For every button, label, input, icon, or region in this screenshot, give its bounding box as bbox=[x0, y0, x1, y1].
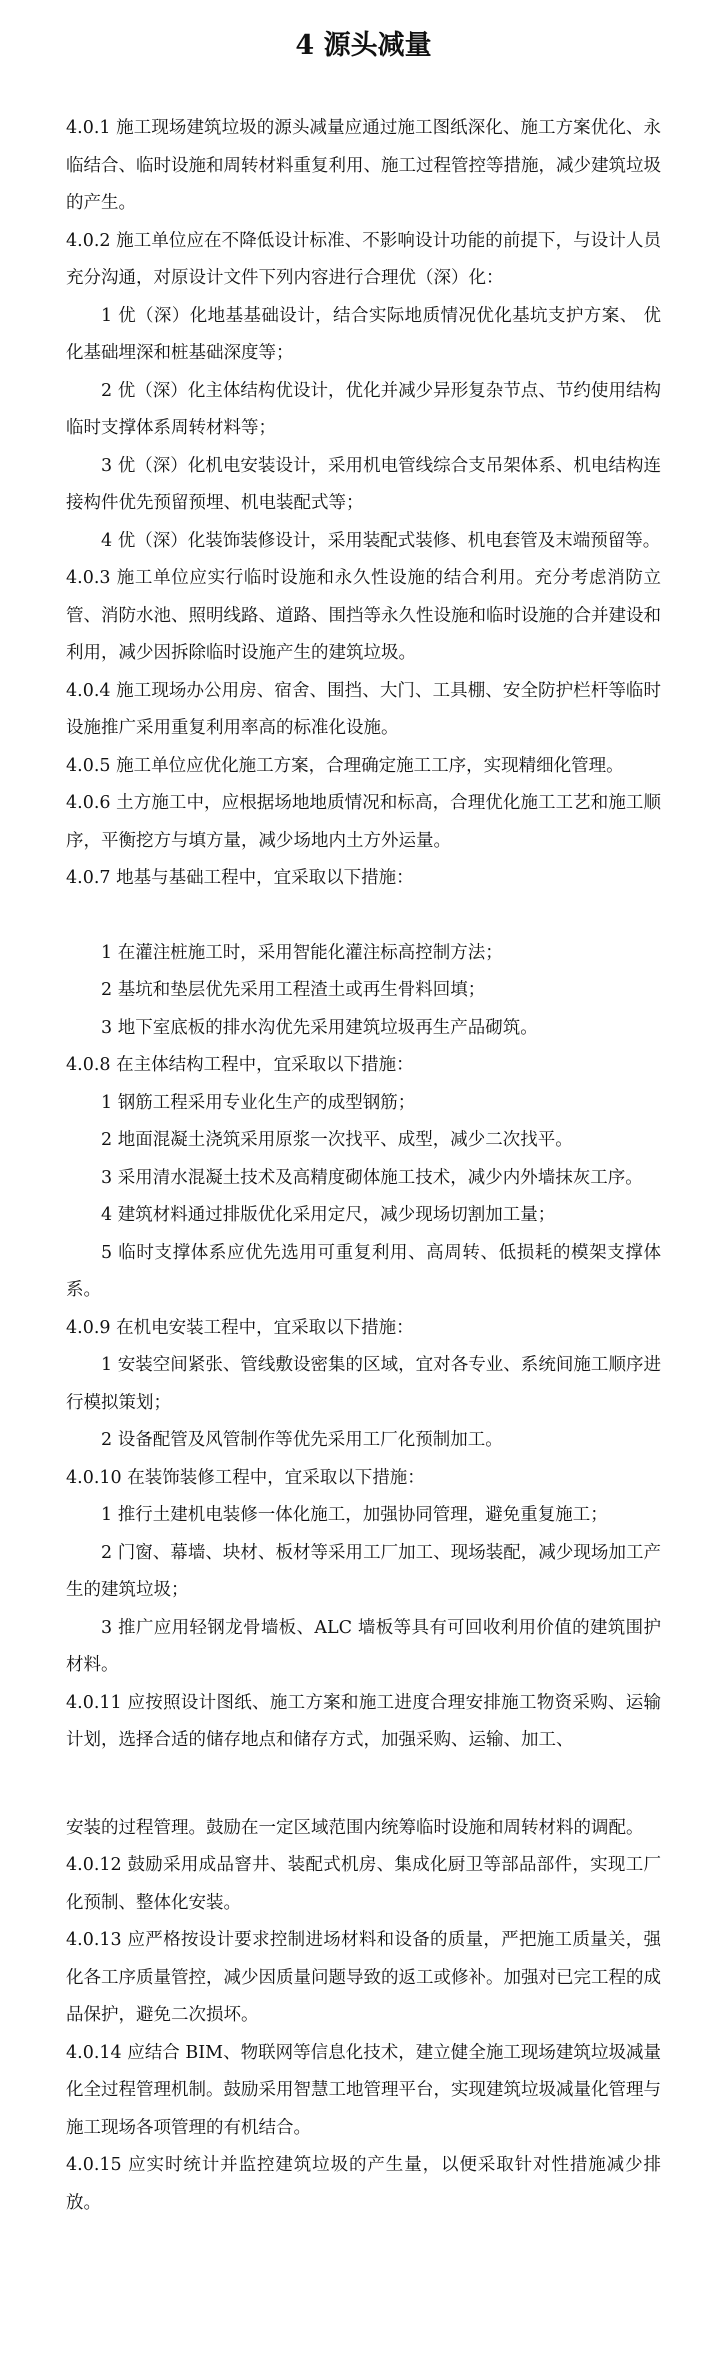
spacer bbox=[66, 898, 661, 935]
clause-paragraph: 4.0.9 在机电安装工程中，宜采取以下措施： bbox=[66, 1317, 414, 1338]
clause-paragraph: 4.0.7 地基与基础工程中，宜采取以下措施： bbox=[66, 868, 414, 888]
section-block-c bbox=[66, 1810, 661, 2223]
clause-paragraph: 4.0.8 在主体结构工程中，宜采取以下措施： bbox=[66, 1055, 414, 1075]
list-item: 3 地下室底板的排水沟优先采用建筑垃圾再生产品砌筑。 bbox=[101, 1017, 538, 1038]
list-item: 2 优（深）化主体结构优设计，优化并减少异形复杂节点、节约使用结构临时支撑体系周转材料等； bbox=[66, 380, 661, 438]
list-item: 3 推广应用轻钢龙骨墙板、ALC 墙板等具有可回收利用价值的建筑围护材料。 bbox=[66, 1617, 661, 1675]
list-item: 2 设备配管及风管制作等优先采用工厂化预制加工。 bbox=[101, 1430, 503, 1450]
clause-paragraph: 安装的过程管理。鼓励在一定区域范围内统筹临时设施和周转材料的调配。 bbox=[66, 1817, 644, 1838]
clause-paragraph: 4.0.4 施工现场办公用房、宿舍、围挡、大门、工具棚、安全防护栏杆等临时设施推广采用重复利用率高的标准化设施。 bbox=[66, 680, 661, 738]
list-item: 1 钢筋工程采用专业化生产的成型钢筋； bbox=[101, 1092, 416, 1113]
list-item: 1 推行土建机电装修一体化施工，加强协同管理，避免重复施工； bbox=[101, 1505, 608, 1525]
section-block-a bbox=[66, 110, 661, 898]
list-item: 1 安装空间紧张、管线敷设密集的区域，宜对各专业、系统间施工顺序进行模拟策划； bbox=[66, 1355, 661, 1413]
clause-paragraph: 4.0.1 施工现场建筑垃圾的源头减量应通过施工图纸深化、施工方案优化、永临结合、临时设施和周转材料重复利用、施工过程管控等措施，减少建筑垃圾的产生。 bbox=[66, 118, 661, 213]
clause-paragraph: 4.0.5 施工单位应优化施工方案，合理确定施工工序，实现精细化管理。 bbox=[66, 755, 624, 776]
clause-paragraph: 4.0.15 应实时统计并监控建筑垃圾的产生量，以便采取针对性措施减少排放。 bbox=[66, 2155, 661, 2213]
list-item: 1 优（深）化地基基础设计，结合实际地质情况优化基坑支护方案、 优化基础埋深和桩基础深度等； bbox=[66, 305, 661, 363]
spacer bbox=[66, 1760, 661, 1810]
section-block-b bbox=[66, 935, 661, 1760]
list-item: 2 基坑和垫层优先采用工程渣土或再生骨料回填； bbox=[101, 980, 486, 1000]
clause-paragraph: 4.0.10 在装饰装修工程中，宜采取以下措施： bbox=[66, 1467, 425, 1488]
list-item: 3 优（深）化机电安装设计，采用机电管线综合支吊架体系、机电结构连接构件优先预留预埋、机电装配式等； bbox=[66, 455, 661, 513]
clause-paragraph: 4.0.6 土方施工中，应根据场地地质情况和标高，合理优化施工工艺和施工顺序，平衡挖方与填方量，减少场地内土方外运量。 bbox=[66, 793, 661, 851]
page-title: 4 源头减量 bbox=[295, 30, 432, 61]
list-item: 2 门窗、幕墙、块材、板材等采用工厂加工、现场装配，减少现场加工产生的建筑垃圾； bbox=[66, 1542, 661, 1600]
clause-paragraph: 4.0.14 应结合 BIM、物联网等信息化技术，建立健全施工现场建筑垃圾减量化全过程管理机制。鼓励采用智慧工地管理平台，实现建筑垃圾减量化管理与施工现场各项管理的有机结合。 bbox=[66, 2042, 661, 2138]
list-item: 1 在灌注桩施工时，采用智能化灌注标高控制方法； bbox=[101, 942, 503, 963]
list-item: 2 地面混凝土浇筑采用原浆一次找平、成型，减少二次找平。 bbox=[101, 1130, 573, 1150]
list-item: 3 采用清水混凝土技术及高精度砌体施工技术，减少内外墙抹灰工序。 bbox=[101, 1167, 643, 1188]
clause-paragraph: 4.0.13 应严格按设计要求控制进场材料和设备的质量，严把施工质量关，强化各工序质量管控，减少因质量问题导致的返工或修补。加强对已完工程的成品保护，避免二次损坏。 bbox=[66, 1930, 661, 2025]
list-item: 4 优（深）化装饰装修设计，采用装配式装修、机电套管及末端预留等。 bbox=[101, 530, 661, 551]
clause-paragraph: 4.0.2 施工单位应在不降低设计标准、不影响设计功能的前提下，与设计人员充分沟通，对原设计文件下列内容进行合理优（深）化： bbox=[66, 230, 661, 288]
clause-paragraph: 4.0.11 应按照设计图纸、施工方案和施工进度合理安排施工物资采购、运输计划，选择合适的储存地点和储存方式，加强采购、运输、加工、 bbox=[66, 1692, 661, 1750]
clause-paragraph: 4.0.3 施工单位应实行临时设施和永久性设施的结合利用。充分考虑消防立管、消防水池、照明线路、道路、围挡等永久性设施和临时设施的合并建设和利用，减少因拆除临时设施产生的建筑垃圾。 bbox=[66, 568, 661, 663]
list-item: 4 建筑材料通过排版优化采用定尺，减少现场切割加工量； bbox=[101, 1205, 556, 1225]
list-item: 5 临时支撑体系应优先选用可重复利用、高周转、低损耗的模架支撑体系。 bbox=[66, 1242, 661, 1300]
clause-paragraph: 4.0.12 鼓励采用成品窨井、装配式机房、集成化厨卫等部品部件，实现工厂化预制、整体化安装。 bbox=[66, 1855, 661, 1913]
